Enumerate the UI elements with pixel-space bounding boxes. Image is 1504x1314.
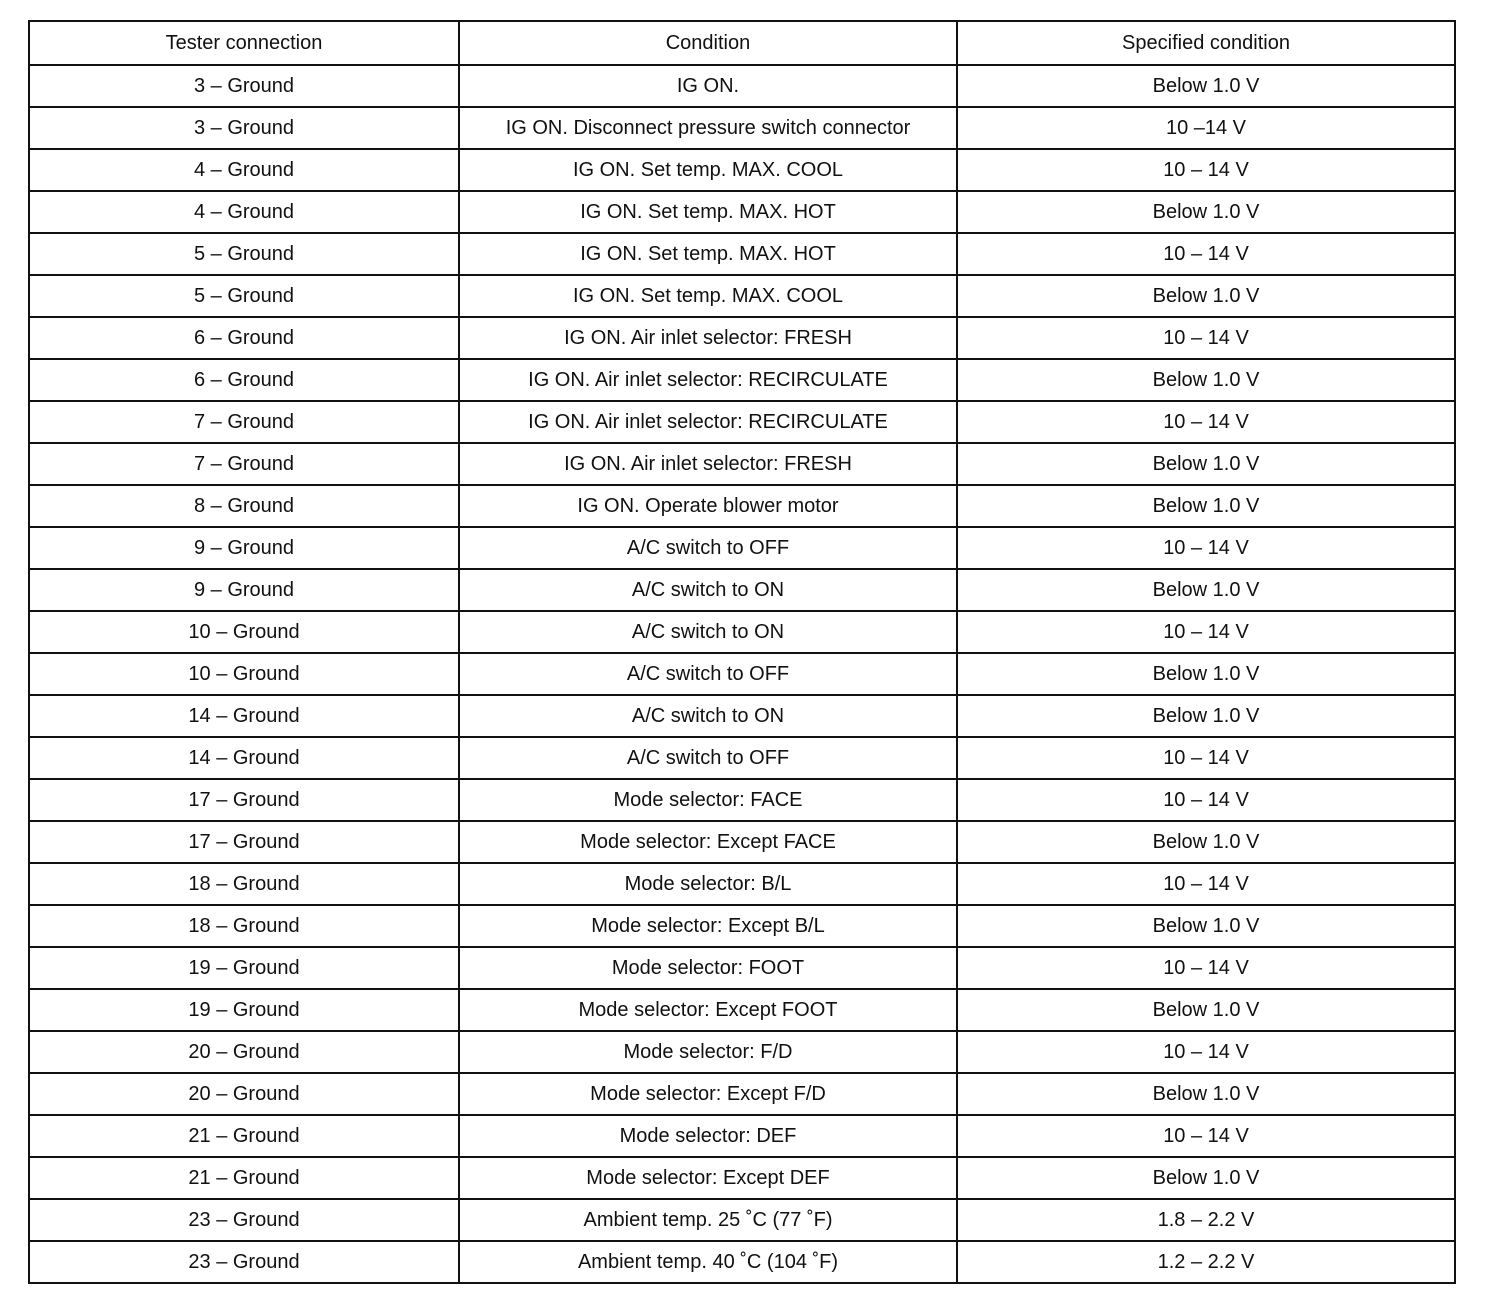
table-row — [29, 65, 1455, 107]
specified-condition-cell: 1.8 – 2.2 V — [957, 1199, 1455, 1241]
condition-cell: IG ON. Set temp. MAX. COOL — [459, 275, 957, 317]
table-row — [29, 611, 1455, 653]
table-row — [29, 1157, 1455, 1199]
tester-connection-cell: 19 – Ground — [29, 989, 459, 1031]
specified-condition-cell: Below 1.0 V — [957, 695, 1455, 737]
condition-cell: Mode selector: Except F/D — [459, 1073, 957, 1115]
condition-cell: Mode selector: Except DEF — [459, 1157, 957, 1199]
condition-cell: A/C switch to OFF — [459, 653, 957, 695]
table-row — [29, 821, 1455, 863]
condition-cell: IG ON. — [459, 65, 957, 107]
specified-condition-cell: 10 – 14 V — [957, 611, 1455, 653]
table-row — [29, 905, 1455, 947]
condition-cell: A/C switch to OFF — [459, 527, 957, 569]
tester-connection-cell: 8 – Ground — [29, 485, 459, 527]
specified-condition-cell: Below 1.0 V — [957, 989, 1455, 1031]
specified-condition-cell: 10 – 14 V — [957, 737, 1455, 779]
condition-cell: Mode selector: Except FACE — [459, 821, 957, 863]
specified-condition-cell: Below 1.0 V — [957, 443, 1455, 485]
specified-condition-cell: Below 1.0 V — [957, 359, 1455, 401]
specified-condition-cell: Below 1.0 V — [957, 65, 1455, 107]
specified-condition-cell: Below 1.0 V — [957, 191, 1455, 233]
table-row — [29, 569, 1455, 611]
table-row — [29, 485, 1455, 527]
tester-connection-cell: 20 – Ground — [29, 1073, 459, 1115]
tester-connection-cell: 5 – Ground — [29, 275, 459, 317]
tester-connection-cell: 19 – Ground — [29, 947, 459, 989]
condition-cell: A/C switch to ON — [459, 569, 957, 611]
table-row — [29, 653, 1455, 695]
condition-cell: Mode selector: DEF — [459, 1115, 957, 1157]
table-row — [29, 947, 1455, 989]
table-row — [29, 989, 1455, 1031]
condition-cell: Mode selector: Except FOOT — [459, 989, 957, 1031]
tester-connection-cell: 18 – Ground — [29, 863, 459, 905]
tester-connection-cell: 9 – Ground — [29, 569, 459, 611]
header-row — [29, 21, 1455, 65]
tester-connection-cell: 7 – Ground — [29, 443, 459, 485]
table-row — [29, 863, 1455, 905]
table-header — [29, 21, 1455, 65]
condition-cell: Ambient temp. 25 ˚C (77 ˚F) — [459, 1199, 957, 1241]
condition-cell: IG ON. Air inlet selector: RECIRCULATE — [459, 359, 957, 401]
condition-cell: A/C switch to OFF — [459, 737, 957, 779]
tester-connection-cell: 23 – Ground — [29, 1241, 459, 1283]
specified-condition-cell: 10 – 14 V — [957, 149, 1455, 191]
table-body — [29, 65, 1455, 1283]
table-row — [29, 401, 1455, 443]
tester-connection-cell: 14 – Ground — [29, 737, 459, 779]
tester-connection-cell: 6 – Ground — [29, 317, 459, 359]
tester-connection-cell: 5 – Ground — [29, 233, 459, 275]
table-row — [29, 695, 1455, 737]
condition-cell: Mode selector: Except B/L — [459, 905, 957, 947]
table-row — [29, 779, 1455, 821]
condition-cell: Mode selector: FACE — [459, 779, 957, 821]
table-row — [29, 737, 1455, 779]
table-row — [29, 317, 1455, 359]
header-condition: Condition — [459, 21, 957, 65]
specified-condition-cell: 10 – 14 V — [957, 1115, 1455, 1157]
condition-cell: IG ON. Set temp. MAX. COOL — [459, 149, 957, 191]
tester-connection-cell: 9 – Ground — [29, 527, 459, 569]
inspection-table — [28, 20, 1456, 1284]
condition-cell: IG ON. Air inlet selector: FRESH — [459, 317, 957, 359]
specified-condition-cell: Below 1.0 V — [957, 275, 1455, 317]
tester-connection-cell: 10 – Ground — [29, 611, 459, 653]
table-row — [29, 1031, 1455, 1073]
tester-connection-cell: 3 – Ground — [29, 107, 459, 149]
condition-cell: A/C switch to ON — [459, 611, 957, 653]
table-row — [29, 359, 1455, 401]
condition-cell: IG ON. Disconnect pressure switch connector — [459, 107, 957, 149]
condition-cell: Mode selector: B/L — [459, 863, 957, 905]
specified-condition-cell: 10 – 14 V — [957, 233, 1455, 275]
header-tester-connection: Tester connection — [29, 21, 459, 65]
tester-connection-cell: 17 – Ground — [29, 821, 459, 863]
tester-connection-cell: 21 – Ground — [29, 1115, 459, 1157]
specified-condition-cell: 10 – 14 V — [957, 779, 1455, 821]
condition-cell: Ambient temp. 40 ˚C (104 ˚F) — [459, 1241, 957, 1283]
condition-cell: IG ON. Set temp. MAX. HOT — [459, 191, 957, 233]
inspection-table-container — [28, 20, 1454, 1284]
condition-cell: A/C switch to ON — [459, 695, 957, 737]
condition-cell: Mode selector: F/D — [459, 1031, 957, 1073]
table-row — [29, 1241, 1455, 1283]
condition-cell: IG ON. Air inlet selector: RECIRCULATE — [459, 401, 957, 443]
table-row — [29, 1199, 1455, 1241]
table-row — [29, 107, 1455, 149]
table-row — [29, 233, 1455, 275]
tester-connection-cell: 10 – Ground — [29, 653, 459, 695]
specified-condition-cell: Below 1.0 V — [957, 1073, 1455, 1115]
specified-condition-cell: Below 1.0 V — [957, 905, 1455, 947]
tester-connection-cell: 18 – Ground — [29, 905, 459, 947]
table-row — [29, 191, 1455, 233]
tester-connection-cell: 4 – Ground — [29, 191, 459, 233]
specified-condition-cell: 1.2 – 2.2 V — [957, 1241, 1455, 1283]
tester-connection-cell: 4 – Ground — [29, 149, 459, 191]
specified-condition-cell: 10 – 14 V — [957, 1031, 1455, 1073]
table-row — [29, 443, 1455, 485]
condition-cell: IG ON. Air inlet selector: FRESH — [459, 443, 957, 485]
table-row — [29, 527, 1455, 569]
tester-connection-cell: 23 – Ground — [29, 1199, 459, 1241]
condition-cell: IG ON. Set temp. MAX. HOT — [459, 233, 957, 275]
table-row — [29, 149, 1455, 191]
specified-condition-cell: 10 – 14 V — [957, 527, 1455, 569]
table-row — [29, 1115, 1455, 1157]
tester-connection-cell: 14 – Ground — [29, 695, 459, 737]
table-row — [29, 275, 1455, 317]
specified-condition-cell: 10 – 14 V — [957, 401, 1455, 443]
tester-connection-cell: 17 – Ground — [29, 779, 459, 821]
tester-connection-cell: 21 – Ground — [29, 1157, 459, 1199]
specified-condition-cell: 10 – 14 V — [957, 317, 1455, 359]
specified-condition-cell: 10 – 14 V — [957, 863, 1455, 905]
tester-connection-cell: 3 – Ground — [29, 65, 459, 107]
specified-condition-cell: Below 1.0 V — [957, 1157, 1455, 1199]
specified-condition-cell: Below 1.0 V — [957, 485, 1455, 527]
specified-condition-cell: Below 1.0 V — [957, 653, 1455, 695]
tester-connection-cell: 7 – Ground — [29, 401, 459, 443]
specified-condition-cell: Below 1.0 V — [957, 569, 1455, 611]
table-row — [29, 1073, 1455, 1115]
tester-connection-cell: 20 – Ground — [29, 1031, 459, 1073]
specified-condition-cell: 10 – 14 V — [957, 947, 1455, 989]
tester-connection-cell: 6 – Ground — [29, 359, 459, 401]
condition-cell: Mode selector: FOOT — [459, 947, 957, 989]
condition-cell: IG ON. Operate blower motor — [459, 485, 957, 527]
header-specified-condition: Specified condition — [957, 21, 1455, 65]
specified-condition-cell: 10 –14 V — [957, 107, 1455, 149]
specified-condition-cell: Below 1.0 V — [957, 821, 1455, 863]
